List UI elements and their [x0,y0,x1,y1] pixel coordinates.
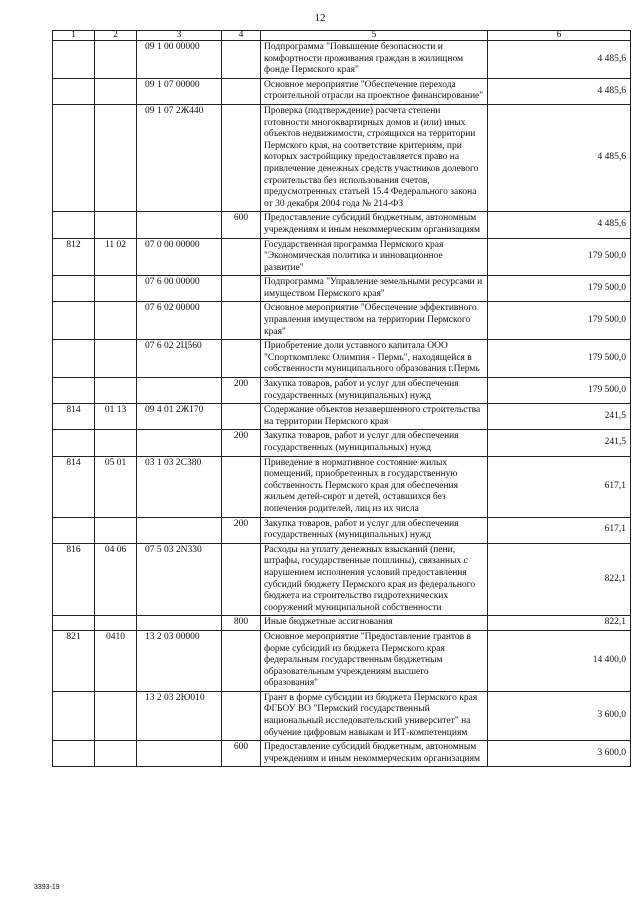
amount-cell: 3 600,0 [488,741,631,767]
table-row [53,302,631,340]
admin-code-cell [53,104,95,211]
table-row [53,543,631,616]
table-row [53,340,631,378]
amount-cell: 14 400,0 [488,630,631,691]
description-cell: Грант в форме субсидии из бюджета Пермского края ФГБОУ ВО "Пермский государственный национальный исследовательский университет" на обучение цифровым навыкам и ИТ-компетенциям [261,691,488,740]
description-cell: Предоставление субсидий бюджетным, автономным учреждениям и иным некоммерческим организациям [261,741,488,767]
target-article-cell: 09 1 07 2Ж440 [137,104,222,211]
table-row [53,616,631,631]
admin-code-cell [53,41,95,79]
amount-cell: 4 485,6 [488,78,631,104]
expense-type-cell [222,543,261,616]
column-header: 3 [137,31,222,41]
table-row [53,378,631,404]
amount-cell: 179 500,0 [488,378,631,404]
amount-cell: 617,1 [488,517,631,543]
section-code-cell [95,78,137,104]
admin-code-cell [53,212,95,238]
expense-type-cell [222,691,261,740]
target-article-cell [137,517,222,543]
section-code-cell [95,104,137,211]
target-article-cell [137,212,222,238]
expense-type-cell: 200 [222,430,261,456]
description-cell: Иные бюджетные ассигнования [261,616,488,631]
target-article-cell: 07 6 02 2Ц560 [137,340,222,378]
section-code-cell [95,430,137,456]
table-row [53,456,631,517]
target-article-cell: 07 5 03 2N330 [137,543,222,616]
target-article-cell [137,616,222,631]
admin-code-cell [53,340,95,378]
description-cell: Подпрограмма "Повышение безопасности и комфортности проживания граждан в жилищном фонде Пермского края" [261,41,488,79]
admin-code-cell [53,276,95,302]
amount-cell: 179 500,0 [488,302,631,340]
admin-code-cell [53,741,95,767]
table-row [53,78,631,104]
target-article-cell: 13 2 03 00000 [137,630,222,691]
section-code-cell [95,378,137,404]
admin-code-cell: 812 [53,238,95,276]
admin-code-cell [53,302,95,340]
description-cell: Государственная программа Пермского края "Экономическая политика и инновационное развитие" [261,238,488,276]
expense-type-cell: 200 [222,378,261,404]
target-article-cell: 07 6 02 00000 [137,302,222,340]
section-code-cell: 11 02 [95,238,137,276]
section-code-cell [95,302,137,340]
amount-cell: 822,1 [488,543,631,616]
section-code-cell [95,276,137,302]
description-cell: Закупка товаров, работ и услуг для обеспечения государственных (муниципальных) нужд [261,430,488,456]
description-cell: Основное мероприятие "Предоставление грантов в форме субсидий из бюджета Пермского края федеральным государственным бюджетным образовательным учреждениям высшего образования" [261,630,488,691]
amount-cell: 179 500,0 [488,238,631,276]
column-header: 6 [488,31,631,41]
target-article-cell: 07 0 00 00000 [137,238,222,276]
table-row [53,41,631,79]
expense-type-cell [222,78,261,104]
admin-code-cell [53,378,95,404]
amount-cell: 4 485,6 [488,212,631,238]
section-code-cell [95,340,137,378]
table-row [53,238,631,276]
budget-table [52,30,631,767]
admin-code-cell: 816 [53,543,95,616]
expense-type-cell: 200 [222,517,261,543]
description-cell: Проверка (подтверждение) расчета степени готовности многоквартирных домов и (или) иных объектов недвижимости, строящихся на территории Пермского края, на соответствие критериям, при которых застройщику предоставляется право на привлечение денежных средств участников долевого строительства без использования счетов, предусмотренных статьей 15.4 Федерального закона от 30 декабря 2004 года № 214-ФЗ [261,104,488,211]
amount-cell: 4 485,6 [488,41,631,79]
expense-type-cell [222,456,261,517]
expense-type-cell [222,238,261,276]
expense-type-cell: 800 [222,616,261,631]
expense-type-cell [222,302,261,340]
column-header-row [53,31,631,41]
target-article-cell: 07 6 00 00000 [137,276,222,302]
admin-code-cell: 814 [53,456,95,517]
target-article-cell [137,430,222,456]
table-row [53,517,631,543]
description-cell: Расходы на уплату денежных взысканий (пени, штрафы, государственные пошлины), связанных с нарушением исполнения условий предоставления субсидий бюджету Пермского края из федерального бюджета на строительство гидротехнических сооружений муниципальной собственности [261,543,488,616]
section-code-cell [95,212,137,238]
description-cell: Подпрограмма "Управление земельными ресурсами и имуществом Пермского края" [261,276,488,302]
amount-cell: 4 485,6 [488,104,631,211]
target-article-cell: 09 1 00 00000 [137,41,222,79]
admin-code-cell [53,78,95,104]
target-article-cell [137,378,222,404]
column-header: 5 [261,31,488,41]
section-code-cell [95,517,137,543]
section-code-cell: 04 06 [95,543,137,616]
section-code-cell [95,691,137,740]
table-row [53,212,631,238]
description-cell: Основное мероприятие "Обеспечение перехода строительной отрасли на проектное финансирование" [261,78,488,104]
table-row [53,404,631,430]
description-cell: Приведение в нормативное состояние жилых помещений, приобретенных в государственную собственность Пермского края для обеспечения жильем детей-сирот и детей, оставшихся без попечения родителей, лиц из их числа [261,456,488,517]
amount-cell: 822,1 [488,616,631,631]
column-header: 4 [222,31,261,41]
expense-type-cell: 600 [222,212,261,238]
target-article-cell: 13 2 03 2Ю010 [137,691,222,740]
expense-type-cell: 600 [222,741,261,767]
description-cell: Предоставление субсидий бюджетным, автономным учреждениям и иным некоммерческим организациям [261,212,488,238]
admin-code-cell [53,616,95,631]
target-article-cell: 03 1 03 2С380 [137,456,222,517]
section-code-cell: 01 13 [95,404,137,430]
document-code: 3393-19 [34,884,60,891]
description-cell: Основное мероприятие "Обеспечение эффективного управления имуществом на территории Пермского края" [261,302,488,340]
table-row [53,691,631,740]
admin-code-cell [53,430,95,456]
section-code-cell [95,41,137,79]
admin-code-cell [53,691,95,740]
table-row [53,630,631,691]
amount-cell: 179 500,0 [488,276,631,302]
amount-cell: 241,5 [488,404,631,430]
expense-type-cell [222,41,261,79]
admin-code-cell [53,517,95,543]
amount-cell: 241,5 [488,430,631,456]
page-number: 12 [314,12,326,24]
target-article-cell [137,741,222,767]
expense-type-cell [222,340,261,378]
description-cell: Приобретение доли уставного капитала ООО "Спорткомплекс Олимпия - Пермь", находящейся в собственности муниципального образования г.Пермь [261,340,488,378]
admin-code-cell: 814 [53,404,95,430]
amount-cell: 3 600,0 [488,691,631,740]
description-cell: Закупка товаров, работ и услуг для обеспечения государственных (муниципальных) нужд [261,517,488,543]
column-header: 1 [53,31,95,41]
section-code-cell [95,616,137,631]
amount-cell: 179 500,0 [488,340,631,378]
amount-cell: 617,1 [488,456,631,517]
section-code-cell: 0410 [95,630,137,691]
description-cell: Закупка товаров, работ и услуг для обеспечения государственных (муниципальных) нужд [261,378,488,404]
description-cell: Содержание объектов незавершенного строительства на территории Пермского края [261,404,488,430]
column-header: 2 [95,31,137,41]
admin-code-cell: 821 [53,630,95,691]
section-code-cell [95,741,137,767]
table-row [53,276,631,302]
table-row [53,430,631,456]
expense-type-cell [222,276,261,302]
section-code-cell: 05 01 [95,456,137,517]
target-article-cell: 09 4 01 2Ж170 [137,404,222,430]
expense-type-cell [222,630,261,691]
expense-type-cell [222,404,261,430]
expense-type-cell [222,104,261,211]
table-row [53,104,631,211]
target-article-cell: 09 1 07 00000 [137,78,222,104]
table-row [53,741,631,767]
